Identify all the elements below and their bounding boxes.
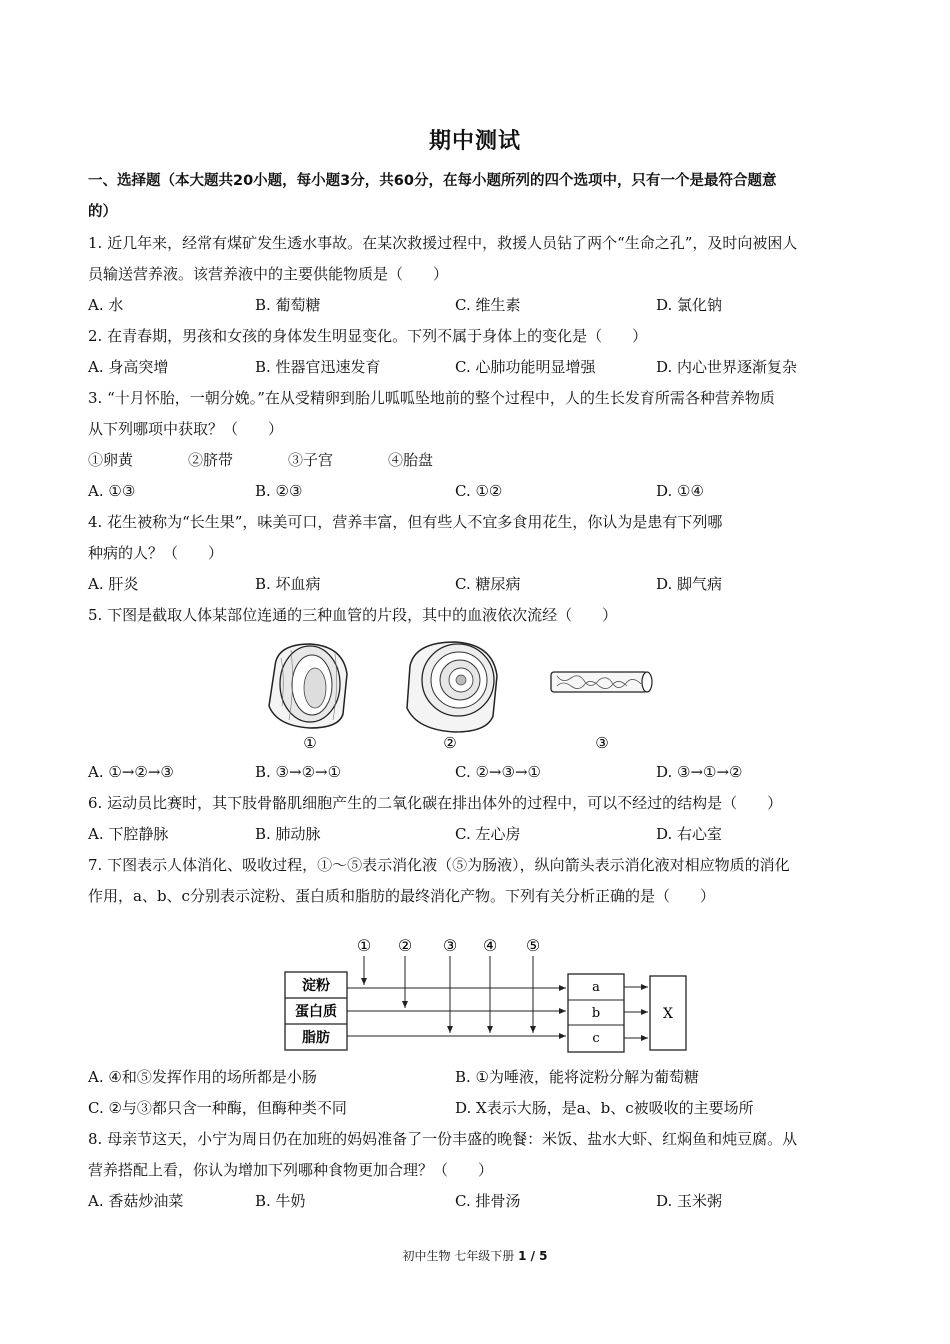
vessel-1-image [269,644,347,728]
vessel-3-label: ③ [595,734,609,752]
question-3-items [88,450,868,470]
option-d: D. 玉米粥 [656,1192,723,1210]
option-c: C. ②与③都只含一种酶，但酶种类不同 [88,1099,347,1117]
substance-protein: 蛋白质 [295,1004,337,1020]
page-number: 1 / 5 [518,1249,548,1263]
option-b: B. ③→②→① [255,763,342,781]
option-c: C. ①② [455,482,503,500]
option-d: D. X表示大肠，是a、b、c被吸收的主要场所 [455,1099,754,1117]
vessel-3-image [551,672,652,692]
section-heading-line2: 的） [88,204,117,220]
question-1-line2: 员输送营养液。该营养液中的主要供能物质是（ ） [88,265,449,283]
option-a: A. 香菇炒油菜 [88,1192,184,1210]
question-8-line1: 8. 母亲节这天，小宁为周日仍在加班的妈妈准备了一份丰盛的晚餐：米饭、盐水大虾、红焖鱼和炖豆腐。从 [88,1130,798,1148]
question-4-options [88,574,868,594]
substance-fat: 脂肪 [302,1030,330,1046]
page-title: 期中测试 [428,129,521,154]
product-a: a [592,980,600,995]
option-c: C. 糖尿病 [455,575,521,593]
item-2: ②脐带 [188,451,234,469]
product-b: b [591,1006,601,1021]
juice-3-label: ③ [442,936,458,955]
option-a: A. 身高突增 [88,358,169,376]
question-1-line1: 1. 近几年来，经常有煤矿发生透水事故。在某次救援过程中，救援人员钻了两个“生命之孔”，及时向被困人 [88,234,798,252]
option-c: C. 维生素 [455,296,521,314]
option-b: B. 坏血病 [255,575,321,593]
question-3-line1: 3. “十月怀胎，一朝分娩。”在从受精卵到胎儿呱呱坠地前的整个过程中，人的生长发育所需各种营养物质 [88,389,775,407]
question-6-line1: 6. 运动员比赛时，其下肢骨骼肌细胞产生的二氧化碳在排出体外的过程中，可以不经过的结构是（ ） [88,794,783,812]
option-a: A. 下腔静脉 [88,825,169,843]
question-4-line1: 4. 花生被称为“长生果”，味美可口，营养丰富，但有些人不宜多食用花生，你认为是患有下列哪 [88,513,723,531]
question-5-line1: 5. 下图是截取人体某部位连通的三种血管的片段，其中的血液依次流经（ ） [88,606,618,624]
substances-box [285,972,347,1050]
question-2-line1: 2. 在青春期，男孩和女孩的身体发生明显变化。下列不属于身体上的变化是（ ） [88,327,648,345]
option-b: B. 牛奶 [255,1192,306,1210]
question-1-options [88,295,868,315]
option-d: D. 右心室 [656,825,723,843]
option-c: C. 排骨汤 [455,1192,521,1210]
option-c: C. ②→③→① [455,763,541,781]
option-d: D. 内心世界逐渐复杂 [656,358,798,376]
juice-2-label: ② [397,936,413,955]
option-c: C. 心肺功能明显增强 [455,358,596,376]
question-3-line2: 从下列哪项中获取？（ ） [88,420,284,438]
option-a: A. 肝炎 [88,575,139,593]
option-d: D. 氯化钠 [656,296,723,314]
question-8-line2: 营养搭配上看，你认为增加下列哪种食物更加合理？（ ） [88,1161,494,1179]
option-b: B. 肺动脉 [255,825,321,843]
question-8-options [88,1191,868,1211]
option-c: C. 左心房 [455,825,521,843]
option-b: B. ②③ [255,482,303,500]
products-box [568,974,624,1052]
vessel-2-label: ② [443,734,457,752]
footer-text: 初中生物 七年级下册 [402,1249,519,1263]
question-3-options [88,481,868,501]
page-footer [0,1247,950,1264]
item-1: ①卵黄 [88,451,134,469]
option-a: A. ①③ [88,482,136,500]
substance-starch: 淀粉 [302,978,330,994]
question-6-options [88,824,868,844]
option-b: B. 性器官迅速发育 [255,358,381,376]
digestion-diagram [280,930,700,1060]
question-2-options [88,357,868,377]
juice-1-label: ① [356,936,372,955]
section-heading-line1: 一、选择题（本大题共20小题，每小题3分，共60分，在每小题所列的四个选项中，只有一个是最符合题意 [88,173,777,189]
question-7-options-row1 [88,1067,868,1087]
question-7-options-row2 [88,1098,868,1118]
option-d: D. ③→①→② [656,763,743,781]
option-d: D. 脚气病 [656,575,723,593]
option-a: A. ①→②→③ [88,763,174,781]
question-4-line2: 种病的人？（ ） [88,544,224,562]
option-a: A. ④和⑤发挥作用的场所都是小肠 [88,1068,317,1086]
question-5-options [88,762,868,782]
item-4: ④胎盘 [388,451,434,469]
juice-5-label: ⑤ [525,936,541,955]
organ-x-label: X [663,1006,673,1022]
option-d: D. ①④ [656,482,704,500]
option-b: B. ①为唾液，能将淀粉分解为葡萄糖 [455,1068,700,1086]
product-c: c [592,1031,600,1046]
item-3: ③子宫 [288,451,334,469]
option-a: A. 水 [88,296,124,314]
vessel-1-label: ① [303,734,317,752]
vessel-2-image [407,642,497,732]
question-7-line1: 7. 下图表示人体消化、吸收过程，①～⑤表示消化液（⑤为肠液），纵向箭头表示消化液对相应物质的消化 [88,856,790,874]
option-b: B. 葡萄糖 [255,296,321,314]
organ-x-box [650,976,686,1050]
question-7-line2: 作用，a、b、c分别表示淀粉、蛋白质和脂肪的最终消化产物。下列有关分析正确的是（ ） [88,887,715,905]
juice-4-label: ④ [482,936,498,955]
blood-vessels-figure [255,636,665,756]
